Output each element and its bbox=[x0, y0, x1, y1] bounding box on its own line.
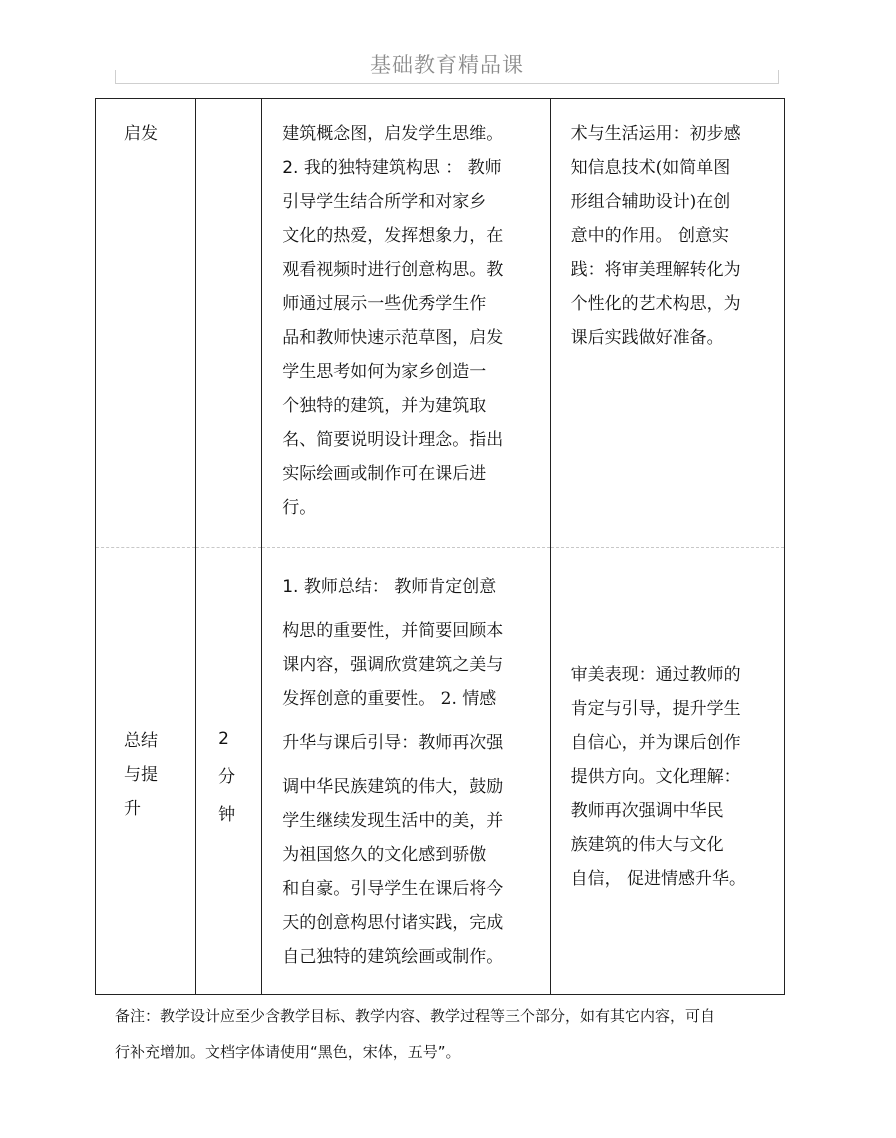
goal-line: 提供方向。文化理解： bbox=[570, 767, 741, 787]
process-line: 构思的重要性，并简要回顾本 bbox=[282, 621, 504, 641]
process-cell bbox=[262, 99, 550, 548]
stage-line: 总结 bbox=[124, 731, 158, 751]
goal-line: 自信心，并为课后创作 bbox=[570, 733, 741, 753]
process-line: 为祖国悠久的文化感到骄傲 bbox=[282, 845, 487, 865]
process-line: 调中华民族建筑的伟大，鼓励 bbox=[282, 777, 504, 797]
process-line: 个独特的建筑，并为建筑取 bbox=[282, 396, 487, 416]
goal-cell bbox=[550, 99, 784, 548]
process-line: 课内容，强调欣赏建筑之美与 bbox=[282, 655, 504, 675]
footnote-line: 行补充增加。文档字体请使用“黑色，宋体，五号”。 bbox=[115, 1043, 461, 1061]
table-row bbox=[96, 99, 785, 548]
process-text bbox=[262, 548, 549, 974]
process-line: 和自豪。引导学生在课后将今 bbox=[282, 879, 504, 899]
footnote bbox=[115, 998, 785, 1070]
table-row bbox=[96, 548, 785, 995]
process-line: 行。 bbox=[282, 498, 317, 518]
goal-line: 肯定与引导，提升学生 bbox=[570, 699, 741, 719]
time-line: 钟 bbox=[218, 805, 236, 825]
goal-line: 教师再次强调中华民 bbox=[570, 801, 724, 821]
time-cell bbox=[196, 548, 262, 995]
process-line: 学生继续发现生活中的美，并 bbox=[282, 811, 504, 831]
goal-line: 术与生活运用：初步感 bbox=[570, 124, 741, 144]
stage-label bbox=[96, 548, 195, 826]
goal-line: 族建筑的伟大与文化 bbox=[570, 835, 724, 855]
header-rule-right-tick bbox=[778, 70, 779, 84]
process-line: 观看视频时进行创意构思。教 bbox=[282, 260, 504, 280]
goal-line: 意中的作用。 创意实 bbox=[570, 226, 730, 246]
process-text bbox=[262, 99, 549, 525]
goal-line: 形组合辅助设计)在创 bbox=[570, 192, 731, 212]
stage-line: 升 bbox=[124, 799, 141, 819]
process-line: 2. 我的独特建筑构思 ： 教师 bbox=[282, 158, 502, 178]
goal-line: 审美表现：通过教师的 bbox=[570, 665, 741, 685]
time-line: 分 bbox=[218, 767, 236, 787]
lesson-plan-table bbox=[95, 98, 785, 995]
stage-cell bbox=[96, 99, 196, 548]
stage-line: 与提 bbox=[124, 765, 158, 785]
goal-line: 践：将审美理解转化为 bbox=[570, 260, 741, 280]
process-line: 1. 教师总结： 教师肯定创意 bbox=[282, 577, 497, 597]
time-line: 2 bbox=[218, 729, 229, 749]
goal-cell bbox=[550, 548, 784, 995]
process-line: 学生思考如何为家乡创造一 bbox=[282, 362, 487, 382]
goal-text bbox=[551, 99, 784, 355]
process-cell bbox=[262, 548, 550, 995]
header-title: 基础教育精品课 bbox=[370, 53, 524, 77]
stage-cell bbox=[96, 548, 196, 995]
page-header bbox=[115, 50, 779, 90]
header-rule bbox=[115, 83, 779, 84]
goal-line: 自信， 促进情感升华。 bbox=[570, 869, 747, 889]
time-cell bbox=[196, 99, 262, 548]
goal-line: 课后实践做好准备。 bbox=[570, 328, 724, 348]
header-rule-left-tick bbox=[115, 70, 116, 84]
stage-label: 启发 bbox=[124, 124, 158, 144]
process-line: 建筑概念图，启发学生思维。 bbox=[282, 124, 504, 144]
footnote-line: 备注：教学设计应至少含教学目标、教学内容、教学过程等三个部分，如有其它内容，可自 bbox=[115, 1007, 716, 1025]
process-line: 自己独特的建筑绘画或制作。 bbox=[282, 947, 504, 967]
time-label bbox=[196, 548, 261, 834]
process-line: 师通过展示一些优秀学生作 bbox=[282, 294, 487, 314]
goal-line: 知信息技术(如简单图 bbox=[570, 158, 731, 178]
process-line: 发挥创意的重要性。 2. 情感 bbox=[282, 689, 497, 709]
goal-text bbox=[551, 548, 784, 896]
goal-line: 个性化的艺术构思，为 bbox=[570, 294, 741, 314]
process-line: 升华与课后引导：教师再次强 bbox=[282, 733, 504, 753]
process-line: 名、简要说明设计理念。指出 bbox=[282, 430, 504, 450]
process-line: 天的创意构思付诸实践，完成 bbox=[282, 913, 504, 933]
process-line: 文化的热爱，发挥想象力，在 bbox=[282, 226, 504, 246]
process-line: 实际绘画或制作可在课后进 bbox=[282, 464, 487, 484]
process-line: 引导学生结合所学和对家乡 bbox=[282, 192, 487, 212]
process-line: 品和教师快速示范草图，启发 bbox=[282, 328, 504, 348]
